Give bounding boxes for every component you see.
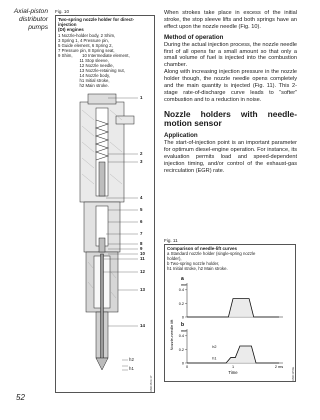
page-number: 52 <box>16 393 25 402</box>
fig11-image-code: UMK1356E <box>291 366 295 381</box>
fig10-title-line: Two-spring nozzle holder for direct-injection <box>58 17 135 28</box>
fig10-legend-line: 11 Stop sleeve, <box>58 57 109 63</box>
application-paragraph: The start-of-injection point is an important parameter for optimum diesel-engine operation. For instance, its evaluation permits load and speed-dependent injection timing, and/or control of the exhaust-gas recirculation (EGR) rate. <box>164 139 297 174</box>
method-paragraph-2: Along with increasing injection pressure in the nozzle holder though, the nozzle needle opens completely and the main quantity is injected (Fig. 11). This 2-stage rate-of-discharge curve leads to “softer” combustion and to a reduction in noise. <box>164 69 297 103</box>
x-tick-label: 1 <box>231 365 235 369</box>
callout-6: 6 <box>140 219 143 224</box>
method-paragraph: During the actual injection process, the nozzle needle first of all opens far a small amount so that only a small volume of fuel is injected into the combustion chamber. <box>164 41 297 69</box>
fig11-legend-line: b Two-spring nozzle holder, <box>167 261 220 267</box>
curve-fill <box>187 346 279 363</box>
callout-4: 4 <box>140 195 143 200</box>
fig10-legend-line: 9 Shim, 10 Intermediate element, <box>58 52 130 58</box>
h1-stroke-label: h1 <box>129 366 134 371</box>
side-title-line: Axial-piston <box>13 8 48 15</box>
callout-9: 9 <box>140 246 143 251</box>
callout-1: 1 <box>140 95 143 100</box>
fig10-legend-line: 7 Pressure pin, 8 Spring seat, <box>58 47 115 53</box>
fig10-label: Fig. 10 <box>55 9 70 14</box>
side-title-line: distributor <box>19 16 48 24</box>
fig10-legend-line: 13 Nozzle-retaining nut, <box>58 67 125 73</box>
fig10-legend-line: 5 Guide element, 6 Spring 2, <box>58 42 113 48</box>
y-tick-label: 0 <box>181 315 184 320</box>
nozzle-holder-drawing <box>56 16 156 394</box>
callout-5: 5 <box>140 207 143 212</box>
y-tick-label: 0.4 <box>178 334 184 339</box>
callout-14: 14 <box>140 323 145 328</box>
intro-paragraph: When strokes take place in excess of the initial stroke, the stop sleeve lifts and both springs have an effect upon the nozzle needle (Fig. 10). <box>164 10 297 30</box>
y-tick-label: 0.2 <box>178 301 184 306</box>
callout-2: 2 <box>140 151 143 156</box>
fig10-legend-line: 14 Nozzle body, <box>58 72 110 78</box>
fig11-legend-line: h1 Initial stroke, h2 Main stroke. <box>167 266 228 272</box>
fig10-legend-line: 1 Nozzle-holder body, 2 Shim, <box>58 32 116 38</box>
h2-label: h2 <box>212 345 217 350</box>
chapter-side-title <box>4 8 48 33</box>
fig10-legend-line: h2 Main stroke. <box>58 82 109 88</box>
callout-12: 12 <box>140 269 145 274</box>
x-end-label: 2 ms <box>274 365 284 369</box>
fig10-image-code: UMK1563-1Y <box>149 375 153 392</box>
fig10-title-line: (DI) engines <box>58 27 84 33</box>
panel-label: a <box>181 276 184 282</box>
callout-3: 3 <box>140 159 143 164</box>
callout-13: 13 <box>140 287 145 292</box>
method-heading: Method of operation <box>164 33 224 41</box>
fig10-legend-line: h1 Initial stroke, <box>58 77 110 83</box>
fig10-legend-line: 3 Spring 1, 4 Pressure pin, <box>58 37 109 43</box>
nozzle-needle <box>101 254 104 360</box>
nozzle-tip <box>96 358 108 370</box>
fig10-legend-line: 12 Nozzle needle, <box>58 62 114 68</box>
fig10-box <box>55 15 155 393</box>
panel-label: b <box>181 322 185 328</box>
right-column-text <box>164 10 297 174</box>
fig11-legend-line: holder), <box>167 256 182 262</box>
y-tick-label: 0.2 <box>178 347 184 352</box>
callout-8: 8 <box>140 241 143 246</box>
section-heading: Nozzle holders with needle-motion sensor <box>164 108 297 129</box>
curve-fill <box>187 299 279 317</box>
h1-label: h1 <box>212 356 217 361</box>
callout-11: 11 <box>140 256 145 261</box>
callout-7: 7 <box>140 231 143 236</box>
y-unit-label: mm <box>181 329 188 333</box>
application-heading: Application <box>164 131 198 139</box>
fig11-legend-line: a Standard nozzle holder (single-spring nozzle <box>167 251 256 257</box>
y-tick-label: 0 <box>181 361 184 366</box>
side-title-line: pumps <box>28 24 48 32</box>
fig11-label: Fig. 11 <box>164 238 178 243</box>
y-tick-label: 0.4 <box>178 288 184 293</box>
y-unit-label: mm <box>181 283 188 287</box>
holder-top-cap <box>88 94 116 104</box>
pressure-pin-2 <box>99 238 105 252</box>
needle-lift-chart <box>165 245 297 383</box>
pressure-pin <box>99 162 105 196</box>
callout-10: 10 <box>140 251 145 256</box>
x-tick-label: 0 <box>185 365 189 369</box>
x-axis-label: Time <box>228 370 238 375</box>
fig11-box <box>164 244 296 382</box>
y-axis-label: Nozzle-needle lift <box>169 319 174 351</box>
h2-stroke-label: h2 <box>129 357 134 362</box>
fig11-title: Comparison of needle-lift curves <box>167 246 238 251</box>
